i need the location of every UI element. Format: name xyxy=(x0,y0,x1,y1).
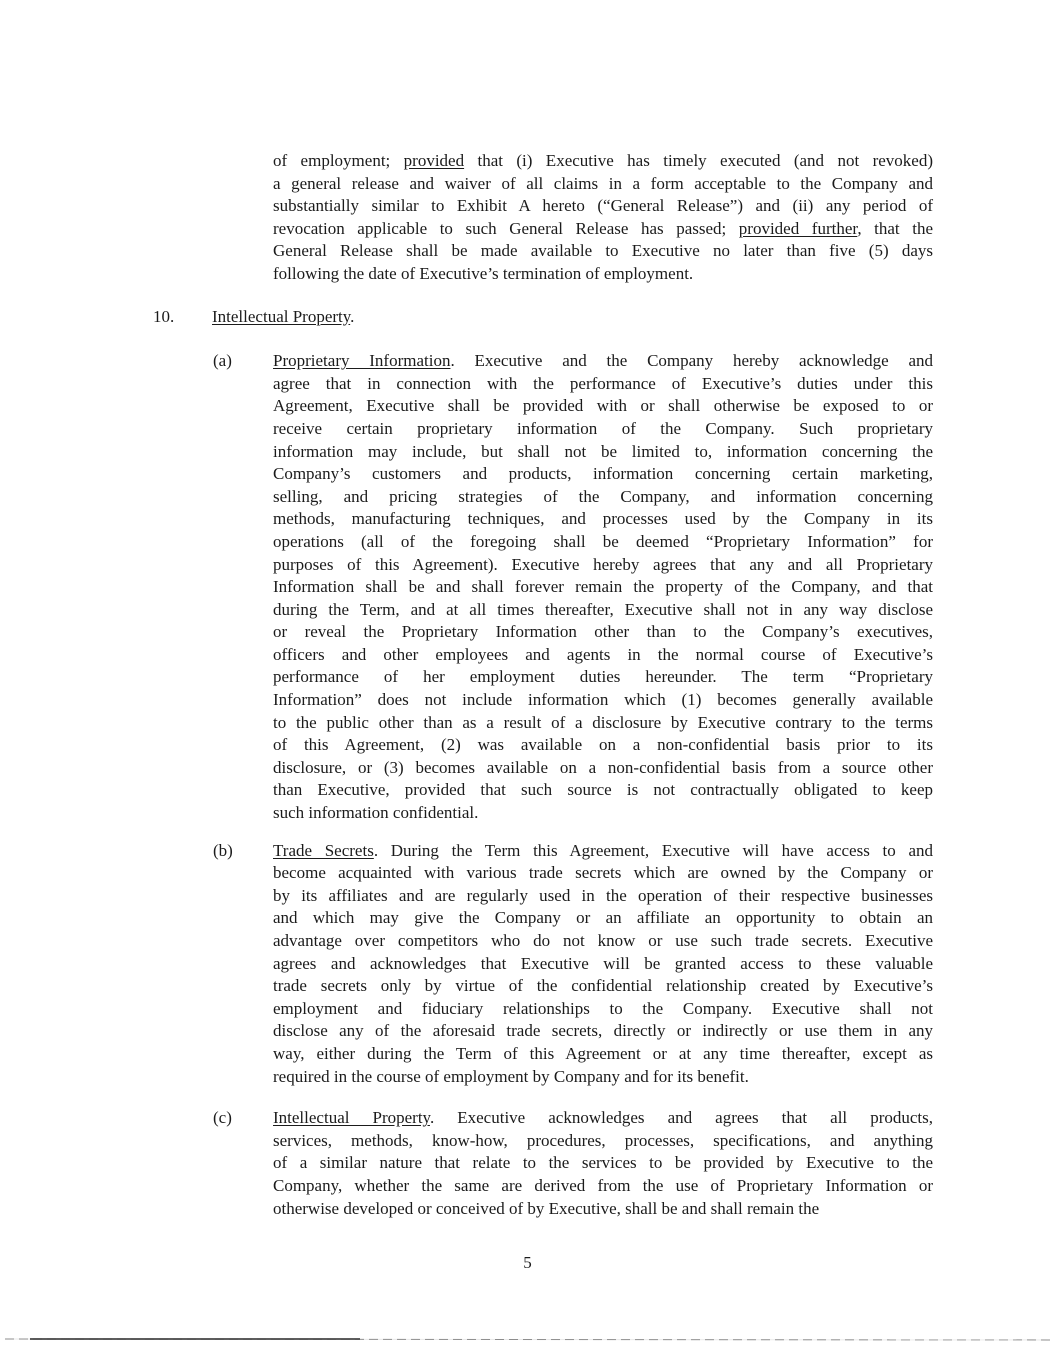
subsection-c xyxy=(213,1107,933,1220)
text-line: during the Term, and at all times thereafter, Executive shall not in any way disclose xyxy=(273,599,933,619)
section-title-text: Intellectual Property xyxy=(212,306,351,326)
text-line: substantially similar to Exhibit A hereto (“General Release”) and (ii) any period of xyxy=(273,196,933,216)
section-title-period: . xyxy=(350,306,355,326)
subsection-a xyxy=(213,350,933,824)
text-line: Proprietary Information. Executive and the Company hereby acknowledge and xyxy=(273,351,933,371)
text-line: disclose any of the aforesaid trade secrets, directly or indirectly or use them in any xyxy=(273,1021,933,1041)
subsections-container xyxy=(0,350,1055,1220)
text-line: operations (all of the foregoing shall be deemed “Proprietary Information” for xyxy=(273,531,933,551)
section-number: 10. xyxy=(153,306,175,326)
text-line: to the public other than as a result of a disclosure by Executive contrary to the terms xyxy=(273,712,933,732)
text-line: receive certain proprietary information of the Company. Such proprietary xyxy=(273,418,933,438)
section-title xyxy=(212,307,354,326)
scan-artifact-dashes xyxy=(5,1339,1050,1341)
text-line: agree that in connection with the performance of Executive’s duties under this xyxy=(273,373,933,393)
text-line: information may include, but shall not be limited to, information concerning the xyxy=(273,441,933,461)
text-line: employment and fiduciary relationships to the Company. Executive shall not xyxy=(273,998,933,1018)
text-line: Agreement, Executive shall be provided with or shall otherwise be exposed to or xyxy=(273,396,933,416)
text-line: officers and other employees and agents in the normal course of Executive’s xyxy=(273,644,933,664)
text-line: Company’s customers and products, information concerning certain marketing, xyxy=(273,464,933,484)
text-line: Intellectual Property. Executive acknowledges and agrees that all products, xyxy=(273,1108,933,1128)
text-line: than Executive, provided that such source is not contractually obligated to keep xyxy=(273,780,933,800)
text-line: way, either during the Term of this Agreement or at any time thereafter, except as xyxy=(273,1043,933,1063)
text-line: methods, manufacturing techniques, and processes used by the Company in its xyxy=(273,509,933,529)
page-number: 5 xyxy=(523,1253,532,1272)
text-line: such information confidential. xyxy=(273,803,479,823)
text-line: or reveal the Proprietary Information other than to the Company’s executives, xyxy=(273,622,933,642)
text-line: otherwise developed or conceived of by Executive, shall be and shall remain the xyxy=(273,1198,820,1218)
text-line: services, methods, know-how, procedures, processes, specifications, and anything xyxy=(273,1130,933,1150)
text-line: Information shall be and shall forever remain the property of the Company, and that xyxy=(273,577,933,597)
text-line: a general release and waiver of all claims in a form acceptable to the Company and xyxy=(273,173,933,193)
text-line: General Release shall be made available to Executive no later than five (5) days xyxy=(273,241,933,261)
text-line: trade secrets only by virtue of the confidential relationship created by Executive’s xyxy=(273,976,933,996)
text-line: agrees and acknowledges that Executive will be granted access to these valuable xyxy=(273,953,933,973)
text-line: purposes of this Agreement). Executive hereby agrees that any and all Proprietary xyxy=(273,554,933,574)
text-line: required in the course of employment by Company and for its benefit. xyxy=(273,1066,749,1086)
subsection-label: (b) xyxy=(213,840,233,860)
subsection-b xyxy=(213,840,933,1089)
text-line: disclosure, or (3) becomes available on a non-confidential basis from a source other xyxy=(273,757,933,777)
text-line: Trade Secrets. During the Term this Agreement, Executive will have access to and xyxy=(273,840,933,860)
text-line: advantage over competitors who do not know or use such trade secrets. Executive xyxy=(273,931,933,950)
scan-artifact-line xyxy=(5,1338,1050,1341)
intro-paragraph xyxy=(273,150,933,286)
text-line: and which may give the Company or an affiliate an opportunity to obtain an xyxy=(273,908,933,928)
section-heading xyxy=(153,306,1055,329)
text-line: of employment; provided that (i) Executive has timely executed (and not revoked) xyxy=(273,151,933,170)
text-line: Information” does not include information which (1) becomes generally available xyxy=(273,690,933,710)
text-line: Company, whether the same are derived from the use of Proprietary Information or xyxy=(273,1175,933,1195)
text-line: performance of her employment duties hereunder. The term “Proprietary xyxy=(273,667,933,687)
text-line: following the date of Executive’s termination of employment. xyxy=(273,263,694,283)
text-line: selling, and pricing strategies of the Company, and information concerning xyxy=(273,486,933,506)
subsection-label: (c) xyxy=(213,1108,232,1128)
text-line: of this Agreement, (2) was available on a non-confidential basis prior to its xyxy=(273,735,933,755)
text-line: of a similar nature that relate to the services to be provided by Executive to the xyxy=(273,1153,933,1173)
subsection-label: (a) xyxy=(213,351,232,371)
text-line: by its affiliates and are regularly used in the operation of their respective businesses xyxy=(273,885,933,905)
text-line: revocation applicable to such General Release has passed; provided further, that the xyxy=(273,218,933,238)
text-line: become acquainted with various trade secrets which are owned by the Company or xyxy=(273,863,933,883)
